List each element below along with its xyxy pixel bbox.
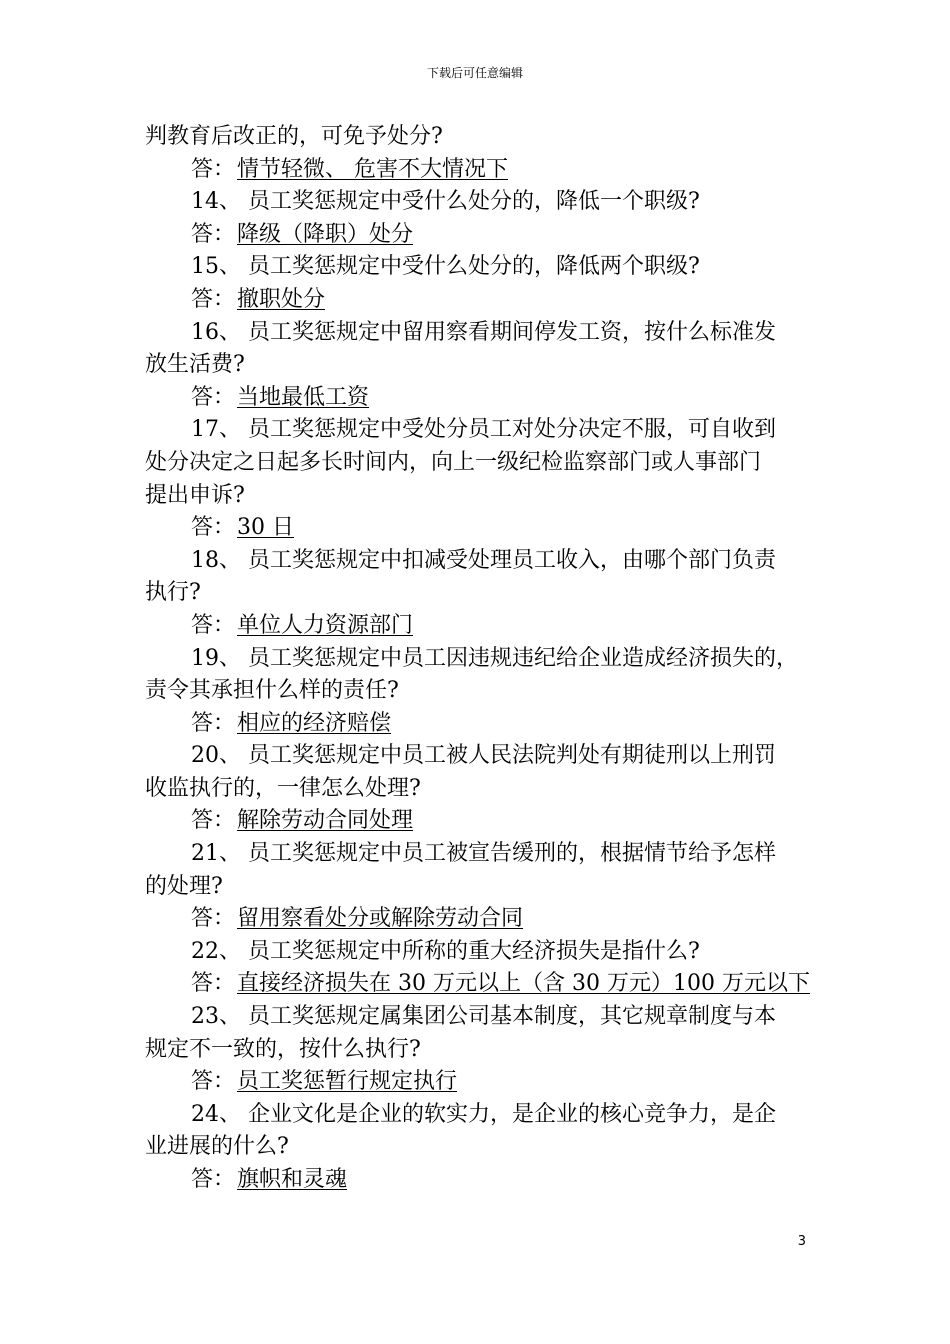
answer-text: 解除劳动合同处理: [237, 808, 414, 834]
page-header-note: 下载后可任意编辑: [426, 66, 523, 80]
question-line: 23、 员工奖惩规定属集团公司基本制度，其它规章制度与本: [191, 1004, 776, 1030]
question-line: 18、 员工奖惩规定中扣减受处理员工收入，由哪个部门负责: [191, 547, 776, 573]
question-line: 22、 员工奖惩规定中所称的重大经济损失是指什么?: [191, 938, 700, 964]
answer-line: [145, 805, 810, 838]
answer-line: [145, 1164, 810, 1197]
answer-line: [145, 284, 810, 317]
answer-label: 答：: [191, 971, 236, 997]
answer-text: 直接经济损失在 30 万元以上（含 30 万元）100 万元以下: [237, 971, 810, 997]
answer-text: 留用察看处分或解除劳动合同: [237, 906, 524, 932]
question-line: 24、 企业文化是企业的软实力，是企业的核心竞争力，是企: [191, 1101, 776, 1127]
answer-label: 答：: [191, 156, 236, 182]
continuation-line: 的处理?: [145, 873, 223, 899]
question-line: 15、 员工奖惩规定中受什么处分的，降低两个职级?: [191, 254, 700, 280]
answer-label: 答：: [191, 515, 236, 541]
answer-label: 答：: [191, 221, 236, 247]
answer-text: 单位人力资源部门: [237, 612, 414, 638]
answer-text: 员工奖惩暂行规定执行: [237, 1069, 458, 1095]
continuation-line: 提出申诉?: [145, 482, 245, 508]
question-line: 17、 员工奖惩规定中受处分员工对处分决定不服，可自收到: [191, 417, 776, 443]
continuation-line: 收监执行的，一律怎么处理?: [145, 775, 421, 801]
answer-label: 答：: [191, 710, 236, 736]
answer-label: 答：: [191, 906, 236, 932]
continuation-line: 放生活费?: [145, 352, 245, 378]
continuation-line: 执行?: [145, 580, 201, 606]
answer-line: [145, 512, 810, 545]
answer-line: [145, 708, 810, 741]
answer-label: 答：: [191, 1167, 236, 1192]
continuation-line: 处分决定之日起多长时间内，向上一级纪检监察部门或人事部门: [145, 449, 762, 475]
answer-text: 相应的经济赔偿: [237, 710, 392, 736]
answer-label: 答：: [191, 612, 236, 638]
answer-line: [145, 382, 810, 415]
answer-label: 答：: [191, 1069, 236, 1095]
question-line: 21、 员工奖惩规定中员工被宣告缓刑的，根据情节给予怎样: [191, 841, 776, 867]
page-number: 3: [797, 1234, 806, 1249]
continuation-line: 业进展的什么?: [145, 1134, 289, 1160]
question-line: 16、 员工奖惩规定中留用察看期间停发工资，按什么标准发: [191, 319, 776, 345]
answer-text: 情节轻微、 危害不大情况下: [237, 156, 509, 182]
answer-line: [145, 903, 810, 936]
answer-line: [145, 610, 810, 643]
question-line: 19、 员工奖惩规定中员工因违规违纪给企业造成经济损失的，: [191, 645, 798, 671]
answer-label: 答：: [191, 384, 236, 410]
question-line: 20、 员工奖惩规定中员工被人民法院判处有期徒刑以上刑罚: [191, 743, 776, 769]
answer-label: 答：: [191, 286, 236, 312]
continuation-line: 责令其承担什么样的责任?: [145, 678, 399, 704]
answer-line: [145, 1066, 810, 1099]
answer-text: 降级（降职）处分: [237, 221, 414, 247]
answer-text: 撤职处分: [237, 286, 326, 312]
question-line: 14、 员工奖惩规定中受什么处分的，降低一个职级?: [191, 189, 700, 215]
answer-line: [145, 154, 810, 187]
answer-text: 旗帜和灵魂: [237, 1167, 348, 1192]
continuation-line: 规定不一致的，按什么执行?: [145, 1036, 421, 1062]
answer-text: 30 日: [237, 515, 295, 541]
answer-text: 当地最低工资: [237, 384, 370, 410]
continuation-line: 判教育后改正的，可免予处分?: [145, 124, 443, 149]
answer-label: 答：: [191, 808, 236, 834]
answer-line: [145, 968, 810, 1001]
answer-line: [145, 219, 810, 252]
document-body: [145, 121, 810, 1197]
